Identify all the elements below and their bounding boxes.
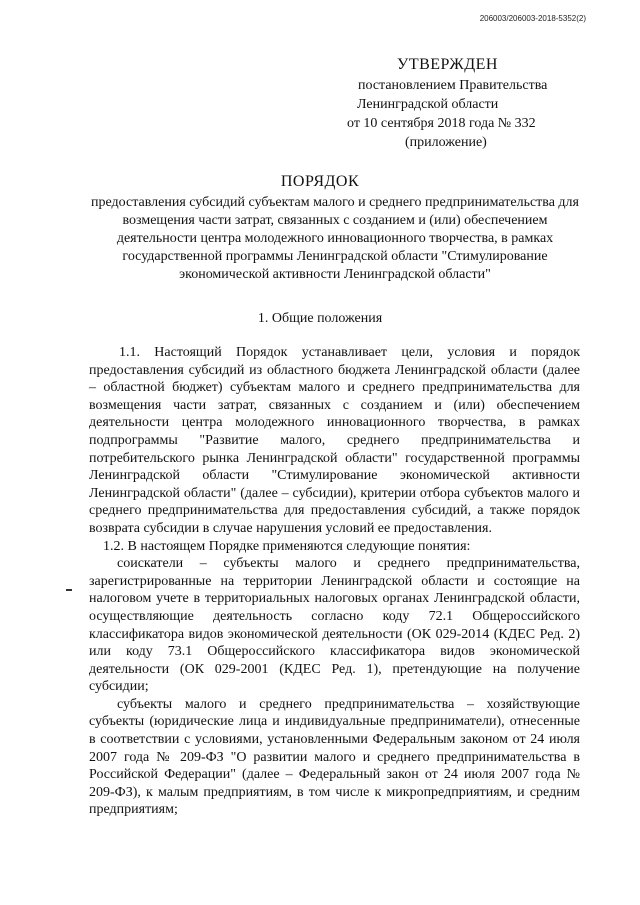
document-number: 206003/206003-2018-5352(2) [479,14,586,23]
section-title: 1. Общие положения [257,311,383,326]
approval-line-4: (приложение) [405,135,487,150]
approval-line-1: постановлением Правительства [358,78,548,93]
paragraph-definition-sme: субъекты малого и среднего предпринимательства – хозяйствующие субъекты (юридические лица и индивидуальные предприниматели), отнесенные в соответствии с условиями, установленными Федеральным законом от 24 июля 2007 года № 209-ФЗ "О развитии малого и среднего предпринимательства в Российской Федерации" (далее – Федеральный закон от 24 июля 2007 года № 209-ФЗ), к малым предприятиям, в том числе к микропредприятиям, и средним предприятиям; [89,696,580,818]
approval-line-2: Ленинградской области [357,97,499,112]
approval-line-3: от 10 сентября 2018 года № 332 [347,116,536,131]
document-subtitle: предоставления субсидий субъектам малого и среднего предпринимательства для возмещения части затрат, связанных с созданием и (или) обеспечением деятельности центра молодежного инновационного творчества, в рамках государственной программы Ленинградской области "Стимулирование экономической активности Ленинградской области" [91,195,579,282]
document-body [89,344,580,819]
margin-mark [66,589,72,591]
approval-heading: УТВЕРЖДЕН [397,56,498,73]
document-title: ПОРЯДОК [280,173,360,190]
paragraph-definition-applicants: соискатели – субъекты малого и среднего предпринимательства, зарегистрированные на территории Ленинградской области и состоящие на налоговом учете в территориальных налоговых органах Ленинградской области, осуществляющие деятельность согласно коду 72.1 Общероссийского классификатора видов экономической деятельности (ОК 029-2014 (КДЕС Ред. 2) или коду 73.1 Общероссийского классификатора видов экономической деятельности (ОК 029-2001 (КДЕС Ред. 1), претендующие на получение субсидии; [89,556,580,695]
paragraph-1-1: 1.1. Настоящий Порядок устанавливает цели, условия и порядок предоставления субсидий из областного бюджета Ленинградской области (далее – областной бюджет) субъектам малого и среднего предпринимательства для возмещения части затрат, связанных с созданием и (или) обеспечением деятельности центра молодежного инновационного творчества, в рамках подпрограммы "Развитие малого, среднего предпринимательства и потребительского рынка Ленинградской области" государственной программы Ленинградской области "Стимулирование экономической активности Ленинградской области" (далее – субсидии), критерии отбора субъектов малого и среднего предпринимательства для предоставления субсидий, а также порядок возврата субсидии в случае нарушения условий ее предоставления. [89,345,580,536]
approval-stamp [335,54,595,152]
paragraph-1-2: 1.2. В настоящем Порядке применяются следующие понятия: [103,538,471,554]
